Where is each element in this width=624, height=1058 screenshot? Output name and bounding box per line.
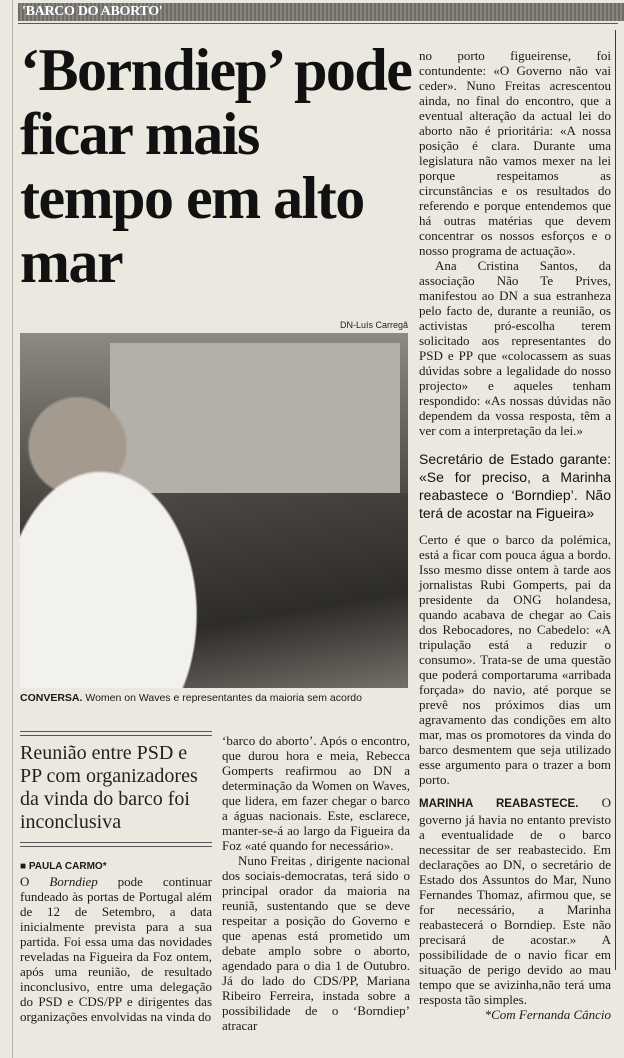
caption-lead: CONVERSA. xyxy=(20,692,83,704)
divider xyxy=(18,23,618,24)
byline: ■ PAULA CARMO* xyxy=(20,861,107,872)
body-paragraph: ‘barco do aborto’. Após o encontro, que durou hora e meia, Rebecca Gomperts reafirmou ao DN a determinação da Women on Waves, que lidera, em fazer chegar o barco a águas nacionais. Este, esclarece, manter-se-á ao largo da Figueira da Foz «até quando for necessário». xyxy=(222,733,410,853)
article-column-2 xyxy=(222,733,410,1033)
signoff: *Com Fernanda Câncio xyxy=(484,1007,611,1022)
kicker-text: 'BARCO DO ABORTO' xyxy=(22,4,163,19)
photo-credit: DN-Luís Carregã xyxy=(339,320,408,330)
section-kicker xyxy=(18,3,624,21)
subheadline: Reunião entre PSD e PP com organizadores da vinda do barco foi inconclusiva xyxy=(20,742,198,833)
article-column-1 xyxy=(20,874,212,1024)
headline: ‘Borndiep’ pode ficar mais tempo em alto mar xyxy=(20,37,412,295)
body-text: pode continuar fundeado às portas de Portugal além de 12 de Setembro, a data inicialmente prevista para a sua partida. Foi essa uma das novidades reveladas na Figueira da Foz ontem, após uma reunião, de resultado inconclusivo, entre uma delegação do PSD e CDS/PP e dirigentes das organizações envolvidas na vinda do xyxy=(20,874,212,1024)
body-paragraph: Nuno Freitas , dirigente nacional dos sociais-democratas, terá sido o principal orador da maioria na reuniã, sustentando que se deve respeitar a posição do Governo e que apenas está prometido um debate amplo sobre o aborto, agendado para o dia 1 de Outubro. Já do lado do CDS/PP, Mariana Ribeiro Ferreira, instada sobre a possibilidade de o ‘Borndiep’ atracar xyxy=(222,853,410,1033)
photo-speaker xyxy=(20,393,250,688)
pull-quote-heading: Secretário de Estado garante: «Se for preciso, a Marinha reabastece o ‘Borndiep’. Não terá de acostar na Figueira» xyxy=(419,451,611,521)
body-text: O xyxy=(20,874,50,889)
body-paragraph: no porto figueirense, foi contundente: «O Governo não vai ceder». Nuno Freitas acrescentou ainda, no final do encontro, que a eventual alteração da actual lei do aborto não é prioritária: «A nossa posição é clara. Durante uma legislatura não vamos mexer na lei porque respeitamos as circunstâncias e os resultados do referendo e porque entendemos que há outras matérias que devem concentrar os nossos esforços e o nosso programa de actuação». xyxy=(419,48,611,258)
divider xyxy=(20,842,212,847)
column-rule xyxy=(615,30,616,970)
article-column-3 xyxy=(419,48,611,1022)
left-column xyxy=(20,731,212,1024)
ship-name: Borndiep xyxy=(49,874,98,889)
divider xyxy=(20,731,212,736)
body-paragraph: Ana Cristina Santos, da associação Não Te Prives, manifestou ao DN a sua estranheza pelo facto de, durante a reunião, os activistas pró-escolha terem solicitado aos representantes do PSD e PP que «colocassem as suas dúvidas sobre a legalidade do nosso projecto» e aqueles tenham respondido: «As nossas dúvidas não dependem da vossa resposta, têm a ver com a interpretação da lei.» xyxy=(419,258,611,438)
article-photo xyxy=(20,333,408,688)
body-paragraph: Certo é que o barco da polémica, está a ficar com pouca água a bordo. Isso mesmo disse ontem à tarde aos jornalistas Rubi Gomperts, pai da presidente da ONG holandesa, quando acabava de chegar ao Cais dos Rebocadores, no Cabedelo: «A tripulação está a reduzir o consumo». Trata-se de uma questão que poderá comportaruma «arribada forçada» do navio, até porque se prevê nos próximos dias um agravamento das condições em alto mar, mas os promotores da vinda do barco desmentem que seja utilizado esse argumento para o trazer a bom porto. xyxy=(419,532,611,787)
column-rule xyxy=(12,0,13,1058)
photo-caption xyxy=(20,692,420,704)
paragraph-lead: MARINHA REABASTECE. xyxy=(419,798,579,810)
body-text: O governo já havia no entanto previsto a eventualidade de o barco necessitar de ser reabastecido. Em declarações ao DN, o secretário de Estado dos Assuntos do Mar, Nuno Fernandes Thomaz, afirmou que, se for necessário, a Marinha reabastecerá o Borndiep. Este não precisará de acostar.» A possibilidade de o navio ficar em situação de perigo devido ao mau tempo que se avizinha,não terá uma resposta tão simples. xyxy=(419,795,612,1007)
caption-text: Women on Waves e representantes da maioria sem acordo xyxy=(82,692,362,704)
